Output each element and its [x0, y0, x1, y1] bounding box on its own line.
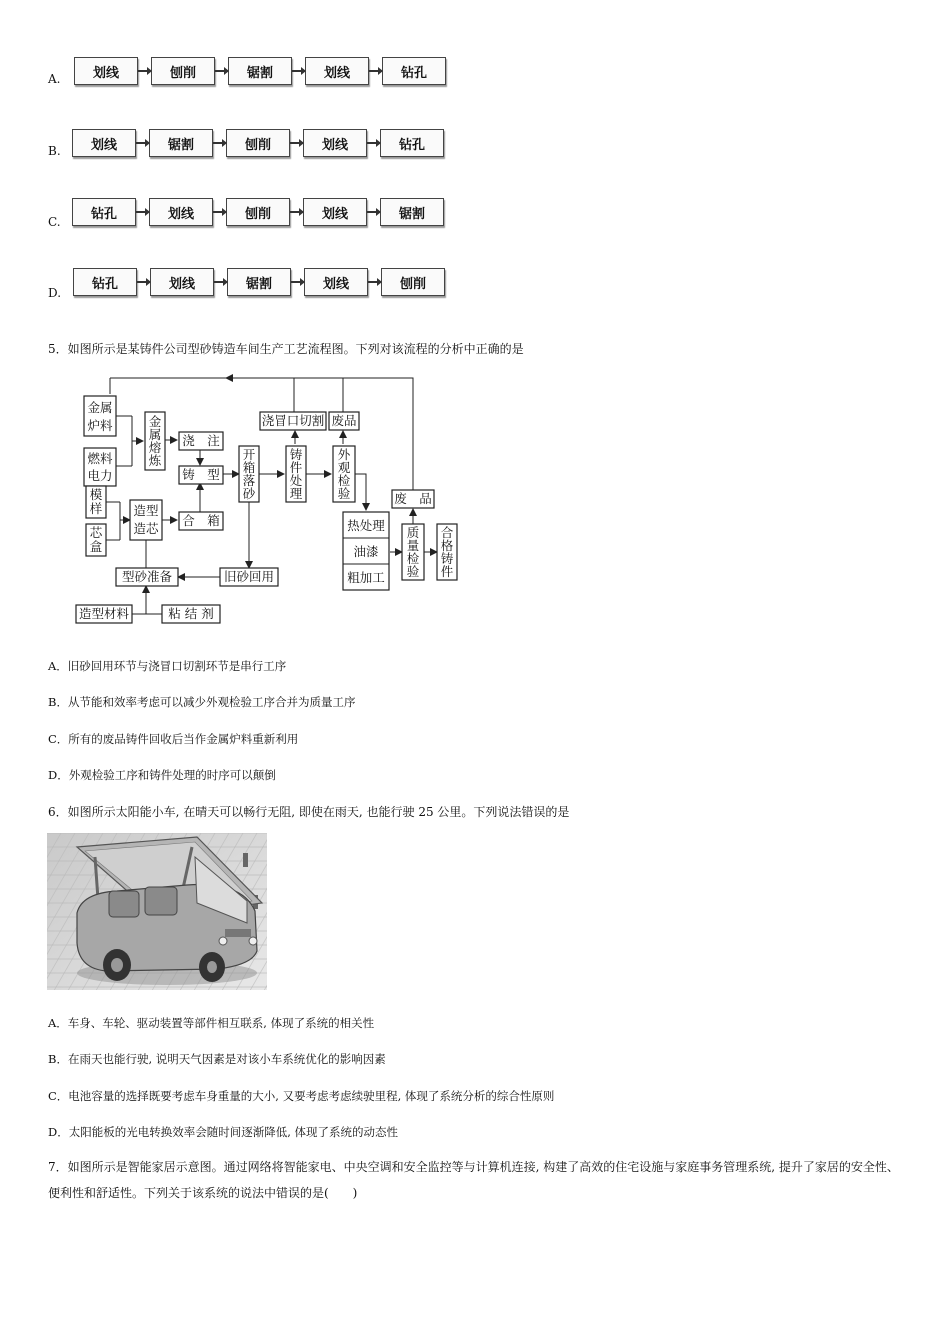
svg-text:铸: 铸	[440, 551, 454, 566]
arrow-right-icon	[291, 281, 304, 283]
arrow-right-icon	[368, 281, 381, 283]
svg-text:质: 质	[406, 525, 420, 540]
process-step: 锯割	[227, 268, 291, 296]
svg-text:炼: 炼	[148, 453, 162, 468]
process-step: 刨削	[381, 268, 445, 296]
flow-node-pattern	[86, 486, 106, 518]
svg-text:熔: 熔	[148, 440, 162, 455]
svg-text:件: 件	[440, 564, 454, 579]
option-label: C.	[48, 215, 61, 229]
process-step: 刨削	[226, 198, 290, 226]
q5-option-a: A．旧砂回用环节与浇冒口切割环节是串行工序	[48, 659, 287, 673]
process-step: 划线	[305, 57, 369, 85]
flow-node-mold-closing	[179, 512, 223, 530]
flow-node-sand-preparation	[116, 568, 178, 586]
process-step: 划线	[74, 57, 138, 85]
flow-node-casting-treatment	[286, 446, 306, 502]
svg-text:粘 结 剂: 粘 结 剂	[168, 606, 214, 621]
flow-node-shakeout	[239, 446, 259, 502]
arrow-right-icon	[215, 70, 228, 72]
q6-option-b: B．在雨天也能行驶, 说明天气因素是对该小车系统优化的影响因素	[48, 1052, 386, 1066]
flow-node-riser-cutting	[260, 412, 326, 430]
question-5-stem: 5．如图所示是某铸件公司型砂铸造车间生产工艺流程图。下列对该流程的分析中正确的是	[48, 342, 524, 356]
arrow-right-icon	[137, 281, 150, 283]
process-step: 锯割	[149, 129, 213, 157]
svg-text:盒: 盒	[89, 539, 103, 554]
process-step: 划线	[303, 198, 367, 226]
flow-node-binder	[162, 605, 220, 623]
process-step: 钻孔	[73, 268, 137, 296]
arrow-right-icon	[213, 211, 226, 213]
arrow-right-icon	[136, 142, 149, 144]
svg-text:外: 外	[337, 447, 351, 462]
svg-text:落: 落	[242, 473, 256, 488]
svg-text:开: 开	[242, 447, 256, 462]
process-step: 钻孔	[380, 129, 444, 157]
svg-text:砂: 砂	[242, 486, 256, 501]
question-7-stem: 7．如图所示是智能家居示意图。通过网络将智能家电、中央空调和安全监控等与计算机连接, 构建了高效的住宅设施与家庭事务管理系统, 提升了家居的安全性、便利性和舒适性。下列关于该系统的说法中错误的是( )	[48, 1160, 899, 1200]
arrow-right-icon	[292, 70, 305, 72]
painting-label: 油漆	[353, 544, 379, 559]
process-step: 锯割	[380, 198, 444, 226]
svg-text:检: 检	[406, 551, 420, 566]
q6-option-d: D．太阳能板的光电转换效率会随时间逐渐降低, 体现了系统的动态性	[48, 1125, 399, 1139]
flow-node-fuel-power	[84, 448, 116, 486]
process-chain	[72, 128, 444, 158]
q5-option-d: D．外观检验工序和铸件处理的时序可以颠倒	[48, 768, 276, 782]
process-step: 划线	[303, 129, 367, 157]
svg-text:铸 型: 铸 型	[182, 467, 220, 482]
svg-text:验: 验	[406, 564, 420, 579]
flow-node-qualified-casting	[437, 524, 457, 580]
svg-text:旧砂回用: 旧砂回用	[223, 569, 275, 584]
svg-text:件: 件	[289, 460, 303, 475]
arrow-right-icon	[367, 142, 380, 144]
flow-node-molding-coremaking	[130, 500, 162, 540]
q5-option-b: B．从节能和效率考虑可以减少外观检验工序合并为质量工序	[48, 695, 356, 709]
svg-text:铸: 铸	[289, 447, 303, 462]
q6-option-a: A．车身、车轮、驱动装置等部件相互联系, 体现了系统的相关性	[48, 1016, 375, 1030]
svg-text:格: 格	[440, 538, 454, 553]
svg-text:造芯: 造芯	[133, 521, 159, 536]
svg-text:浇 注: 浇 注	[182, 433, 220, 448]
arrow-right-icon	[138, 70, 151, 72]
rough-machining-label: 粗加工	[347, 570, 385, 585]
arrow-right-icon	[367, 211, 380, 213]
svg-text:型砂准备: 型砂准备	[121, 569, 173, 584]
svg-text:废 品: 废 品	[394, 491, 432, 506]
flow-node-pouring	[179, 432, 223, 450]
arrow-right-icon	[214, 281, 227, 283]
svg-text:理: 理	[289, 486, 303, 501]
option-label: A.	[48, 72, 61, 86]
svg-text:验: 验	[337, 486, 351, 501]
process-step: 钻孔	[72, 198, 136, 226]
arrow-right-icon	[213, 142, 226, 144]
svg-text:合: 合	[440, 525, 454, 540]
arrow-right-icon	[136, 211, 149, 213]
flow-node-waste-top	[329, 412, 359, 430]
flow-node-visual-inspection	[333, 446, 355, 502]
process-step: 刨削	[151, 57, 215, 85]
svg-text:燃料: 燃料	[87, 451, 113, 466]
process-chain	[73, 267, 445, 297]
svg-text:金: 金	[148, 414, 162, 429]
svg-text:芯: 芯	[89, 525, 103, 540]
flow-node-metal-melting	[145, 412, 165, 470]
flow-node-molding-material	[76, 605, 132, 623]
svg-text:炉料: 炉料	[87, 418, 113, 433]
flow-node-waste-right	[392, 490, 434, 508]
svg-text:检: 检	[337, 473, 351, 488]
process-chain	[74, 56, 446, 86]
process-step: 锯割	[228, 57, 292, 85]
svg-text:金属: 金属	[87, 400, 113, 415]
q6-option-c: C．电池容量的选择既要考虑车身重量的大小, 又要考虑考虑续驶里程, 体现了系统分析的综合性原则	[48, 1089, 555, 1103]
process-step: 划线	[72, 129, 136, 157]
q5-option-c: C．所有的废品铸件回收后当作金属炉料重新利用	[48, 732, 299, 746]
heat-treatment-label: 热处理	[347, 518, 385, 533]
svg-text:造型材料: 造型材料	[78, 606, 130, 621]
arrow-right-icon	[290, 211, 303, 213]
svg-text:箱: 箱	[242, 460, 256, 475]
svg-text:处: 处	[289, 473, 303, 488]
svg-text:样: 样	[89, 501, 103, 516]
casting-flowchart	[70, 372, 470, 628]
process-step: 划线	[150, 268, 214, 296]
solar-car-photo	[47, 833, 267, 990]
svg-text:浇冒口切割: 浇冒口切割	[261, 413, 325, 428]
flow-node-quality-inspection	[402, 524, 424, 580]
flow-node-finishing-group	[343, 512, 389, 590]
option-label: B.	[48, 144, 61, 158]
flow-node-casting-mold	[179, 466, 223, 484]
arrow-right-icon	[369, 70, 382, 72]
flow-node-old-sand-reuse	[220, 568, 278, 586]
svg-text:量: 量	[406, 538, 420, 553]
question-6-stem: 6．如图所示太阳能小车, 在晴天可以畅行无阻, 即使在雨天, 也能行驶 25 公里。下列说法错误的是	[48, 805, 570, 819]
svg-text:电力: 电力	[87, 468, 113, 483]
process-step: 刨削	[226, 129, 290, 157]
svg-text:造型: 造型	[133, 503, 159, 518]
svg-text:合 箱: 合 箱	[182, 513, 220, 528]
option-label: D.	[48, 286, 62, 300]
process-step: 钻孔	[382, 57, 446, 85]
flow-node-metal-charge	[84, 396, 116, 436]
svg-text:模: 模	[89, 487, 103, 502]
svg-text:废品: 废品	[331, 413, 357, 428]
svg-text:属: 属	[148, 427, 162, 442]
process-chain	[72, 197, 444, 227]
process-step: 划线	[149, 198, 213, 226]
flow-node-core-box	[86, 524, 106, 556]
arrow-right-icon	[290, 142, 303, 144]
svg-text:观: 观	[337, 460, 351, 475]
process-step: 划线	[304, 268, 368, 296]
